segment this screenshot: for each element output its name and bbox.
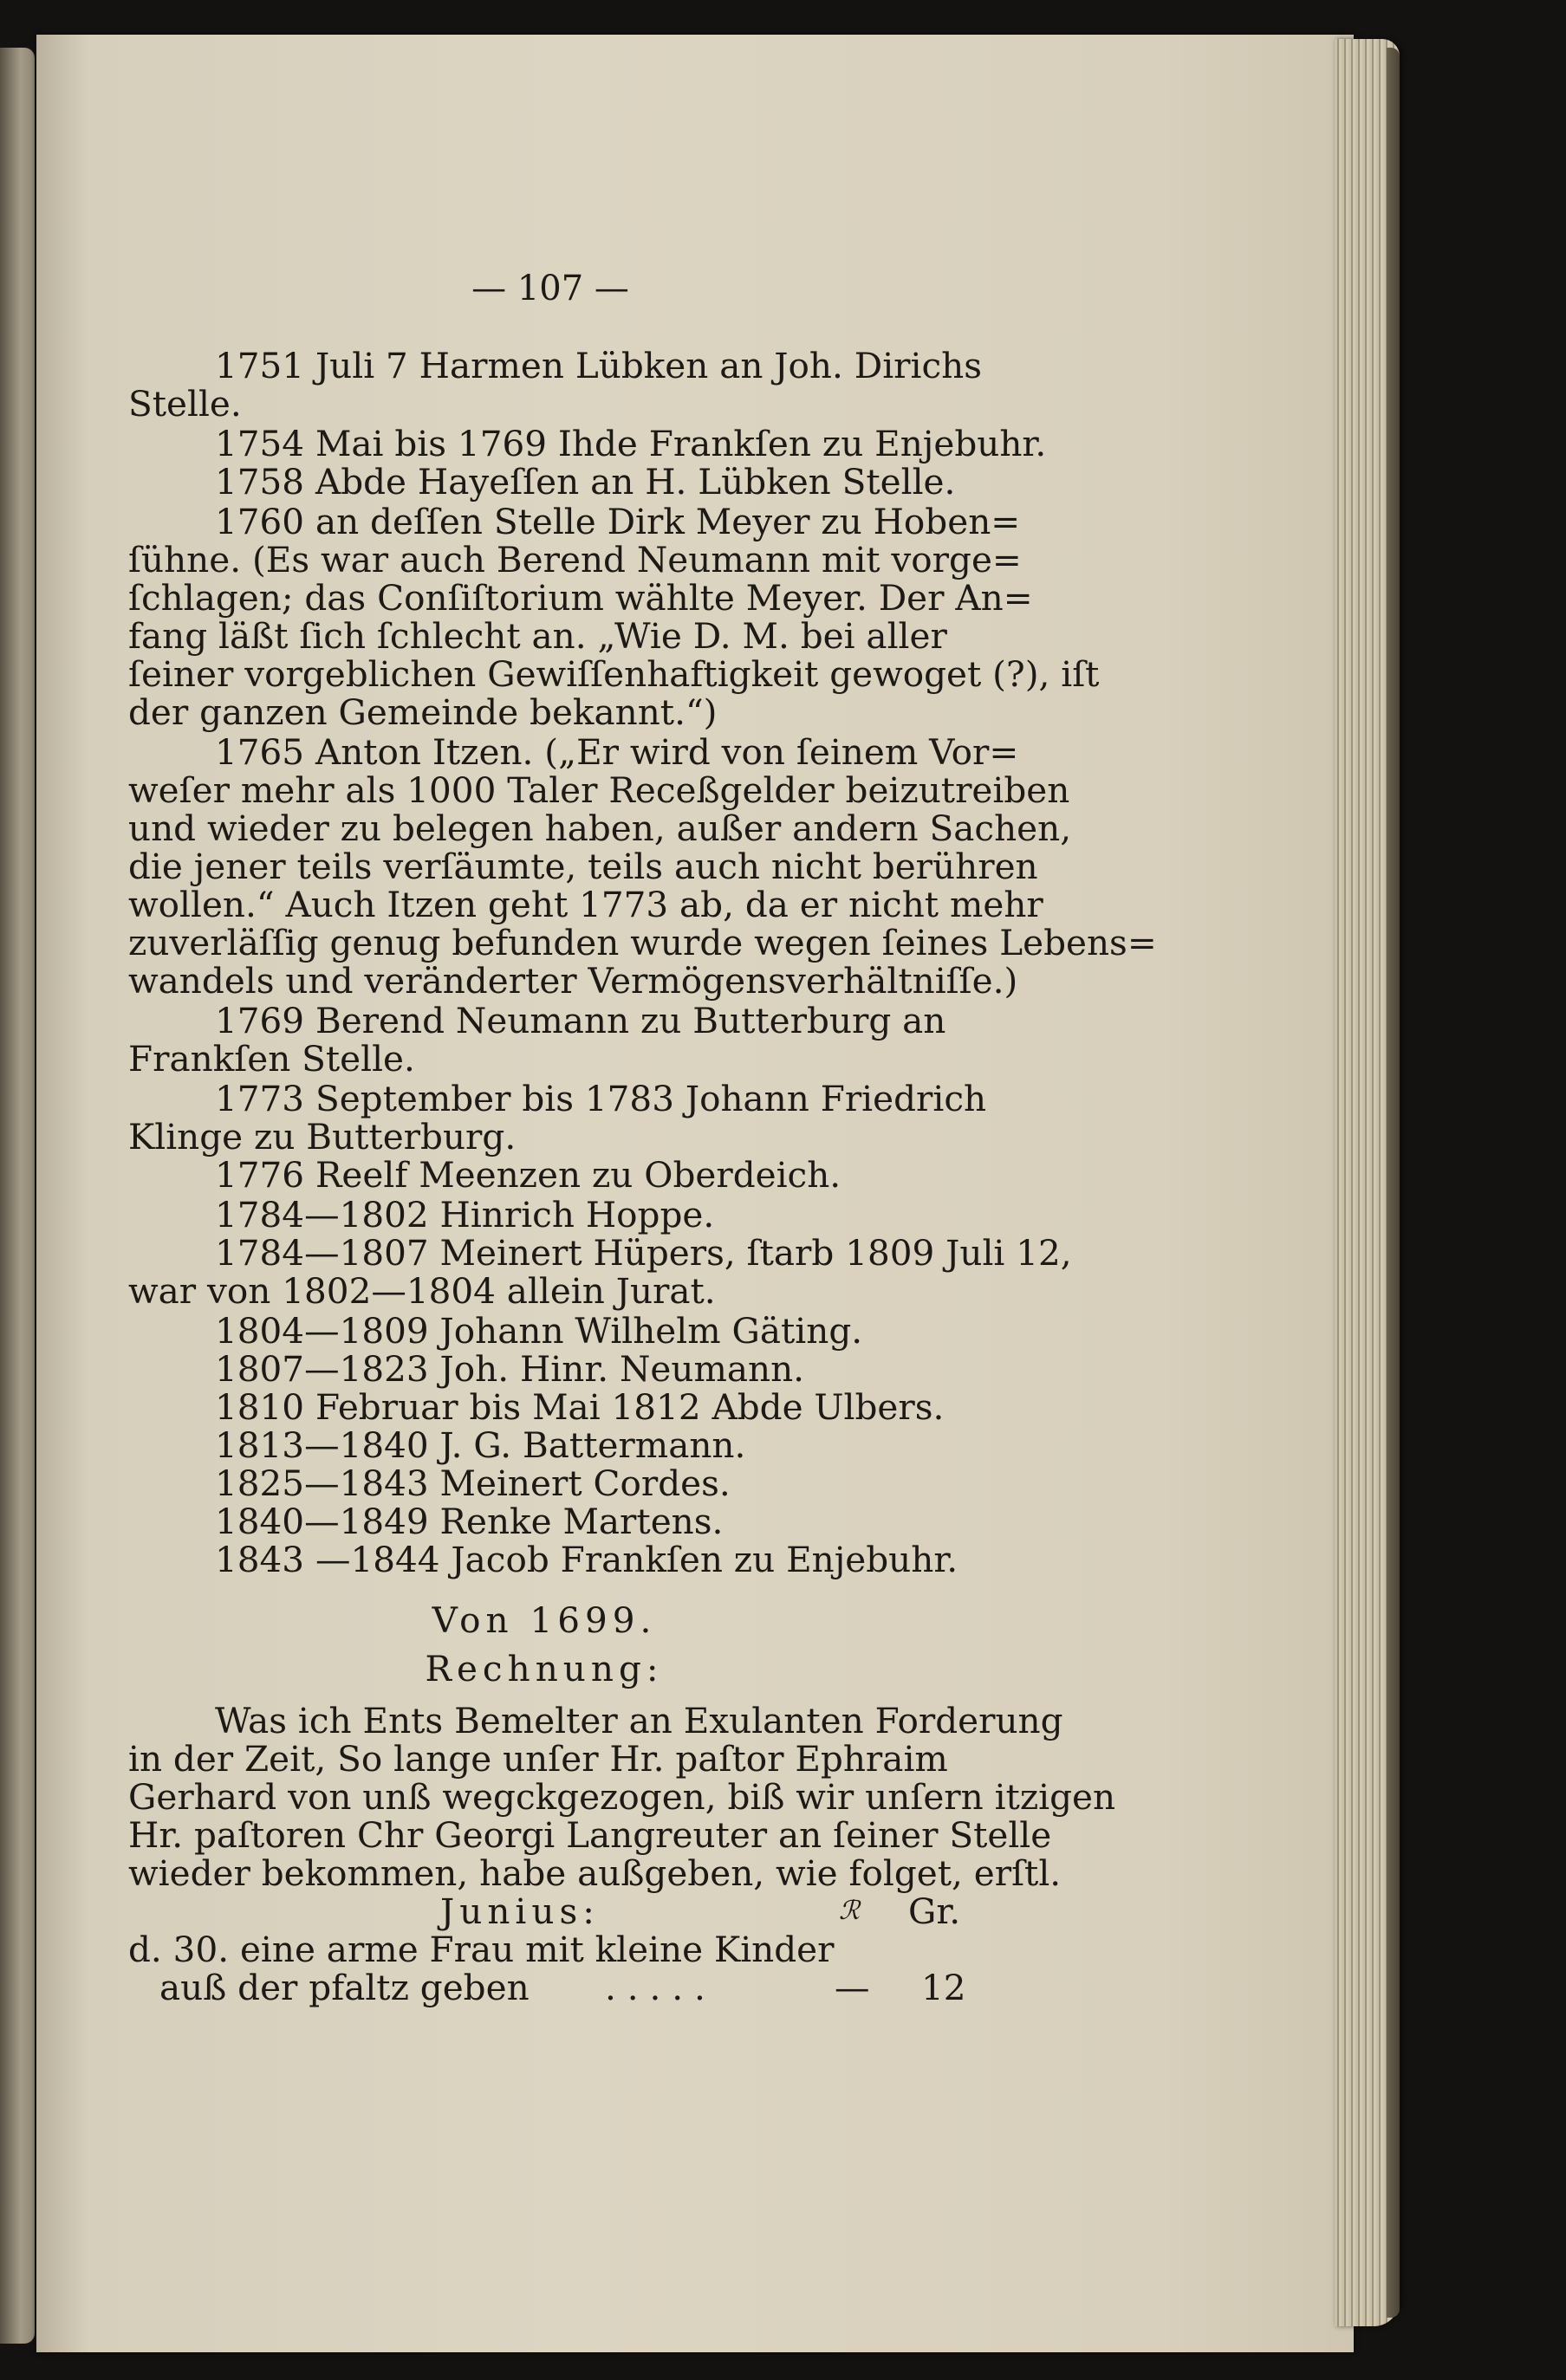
account-paragraph-line: Hr. paſtoren Chr Georgi Langreuter an ſeiner Stelle bbox=[128, 1814, 1052, 1856]
entry-line: weſer mehr als 1000 Taler Receßgelder beizutreiben bbox=[128, 769, 1070, 811]
entry-line: Stelle. bbox=[128, 383, 242, 425]
ledger-item-rt: — bbox=[835, 1967, 870, 2008]
entry-line: wollen.“ Auch Itzen geht 1773 ab, da er nicht mehr bbox=[128, 884, 1043, 925]
section-heading-account: Rechnung: bbox=[425, 1648, 664, 1689]
entry-line: fang läßt ſich ſchlecht an. „Wie D. M. bei aller bbox=[128, 615, 947, 657]
ledger-month: Junius: bbox=[440, 1890, 600, 1932]
ledger-item-gr: 12 bbox=[921, 1967, 966, 2008]
entry-line: 1773 September bis 1783 Johann Friedrich bbox=[215, 1078, 987, 1119]
entry-line: ſühne. (Es war auch Berend Neumann mit vorge= bbox=[128, 539, 1022, 580]
entry-line: der ganzen Gemeinde bekannt.“) bbox=[128, 691, 718, 733]
ledger-item-dots: . . . . . bbox=[605, 1967, 705, 2008]
entry-line: 1776 Reelf Meenzen zu Oberdeich. bbox=[215, 1154, 841, 1196]
entry-line: und wieder zu belegen haben, außer andern Sachen, bbox=[128, 807, 1072, 849]
ledger-col-rt: ℛ bbox=[839, 1896, 860, 1926]
entry-line: 1807—1823 Joh. Hinr. Neumann. bbox=[215, 1348, 805, 1390]
entry-line: 1754 Mai bis 1769 Ihde Frankſen zu Enjebuhr. bbox=[215, 423, 1047, 464]
page-number: — 107 — bbox=[471, 269, 629, 308]
entry-line: ſeiner vorgeblichen Gewiſſenhaftigkeit gewoget (?), iſt bbox=[128, 653, 1100, 695]
entry-line: zuverläſſig genug befunden wurde wegen ſeines Lebens= bbox=[128, 922, 1157, 963]
account-paragraph-line: Gerhard von unß wegckgezogen, biß wir unſern itzigen bbox=[128, 1776, 1116, 1818]
entry-line: Klinge zu Butterburg. bbox=[128, 1116, 517, 1158]
ledger-col-gr: Gr. bbox=[908, 1890, 961, 1932]
entry-line: 1784—1802 Hinrich Hoppe. bbox=[215, 1194, 715, 1235]
entry-line: 1751 Juli 7 Harmen Lübken an Joh. Dirichs bbox=[215, 345, 983, 386]
entry-line: 1765 Anton Itzen. („Er wird von ſeinem Vor= bbox=[215, 731, 1019, 773]
ledger-item-line: auß der pfaltz geben bbox=[159, 1967, 530, 2008]
account-paragraph-line: Was ich Ents Bemelter an Exulanten Forderung bbox=[215, 1700, 1063, 1741]
entry-line: wandels und veränderter Vermögensverhältniſſe.) bbox=[128, 960, 1018, 1002]
entry-line: ſchlagen; das Conſiſtorium wählte Meyer. Der An= bbox=[128, 577, 1033, 619]
entry-line: 1813—1840 J. G. Battermann. bbox=[215, 1424, 746, 1466]
entry-line: 1804—1809 Johann Wilhelm Gäting. bbox=[215, 1310, 863, 1352]
entry-line: die jener teils verſäumte, teils auch nicht berühren bbox=[128, 846, 1038, 887]
ledger-item-line: d. 30. eine arme Frau mit kleine Kinder bbox=[128, 1929, 835, 1970]
account-paragraph-line: wieder bekommen, habe außgeben, wie folget, erſtl. bbox=[128, 1852, 1062, 1894]
entry-line: 1840—1849 Renke Martens. bbox=[215, 1501, 724, 1542]
entry-line: 1810 Februar bis Mai 1812 Abde Ulbers. bbox=[215, 1386, 945, 1428]
entry-line: 1769 Berend Neumann zu Butterburg an bbox=[215, 1000, 946, 1041]
entry-line: 1784—1807 Meinert Hüpers, ſtarb 1809 Juli 12, bbox=[215, 1232, 1072, 1274]
account-paragraph-line: in der Zeit, So lange unſer Hr. paſtor Ephraim bbox=[128, 1738, 948, 1780]
section-heading-year: Von 1699. bbox=[432, 1599, 657, 1641]
facing-page-edge bbox=[0, 48, 35, 2344]
entry-line: 1758 Abde Hayeſſen an H. Lübken Stelle. bbox=[215, 461, 956, 503]
entry-line: war von 1802—1804 allein Jurat. bbox=[128, 1270, 716, 1312]
book-cover-edge bbox=[1387, 48, 1400, 2318]
entry-line: 1760 an deſſen Stelle Dirk Meyer zu Hoben= bbox=[215, 501, 1021, 542]
entry-line: Frankſen Stelle. bbox=[128, 1038, 415, 1080]
entry-line: 1825—1843 Meinert Cordes. bbox=[215, 1462, 731, 1504]
entry-line: 1843 —1844 Jacob Frankſen zu Enjebuhr. bbox=[215, 1539, 958, 1580]
